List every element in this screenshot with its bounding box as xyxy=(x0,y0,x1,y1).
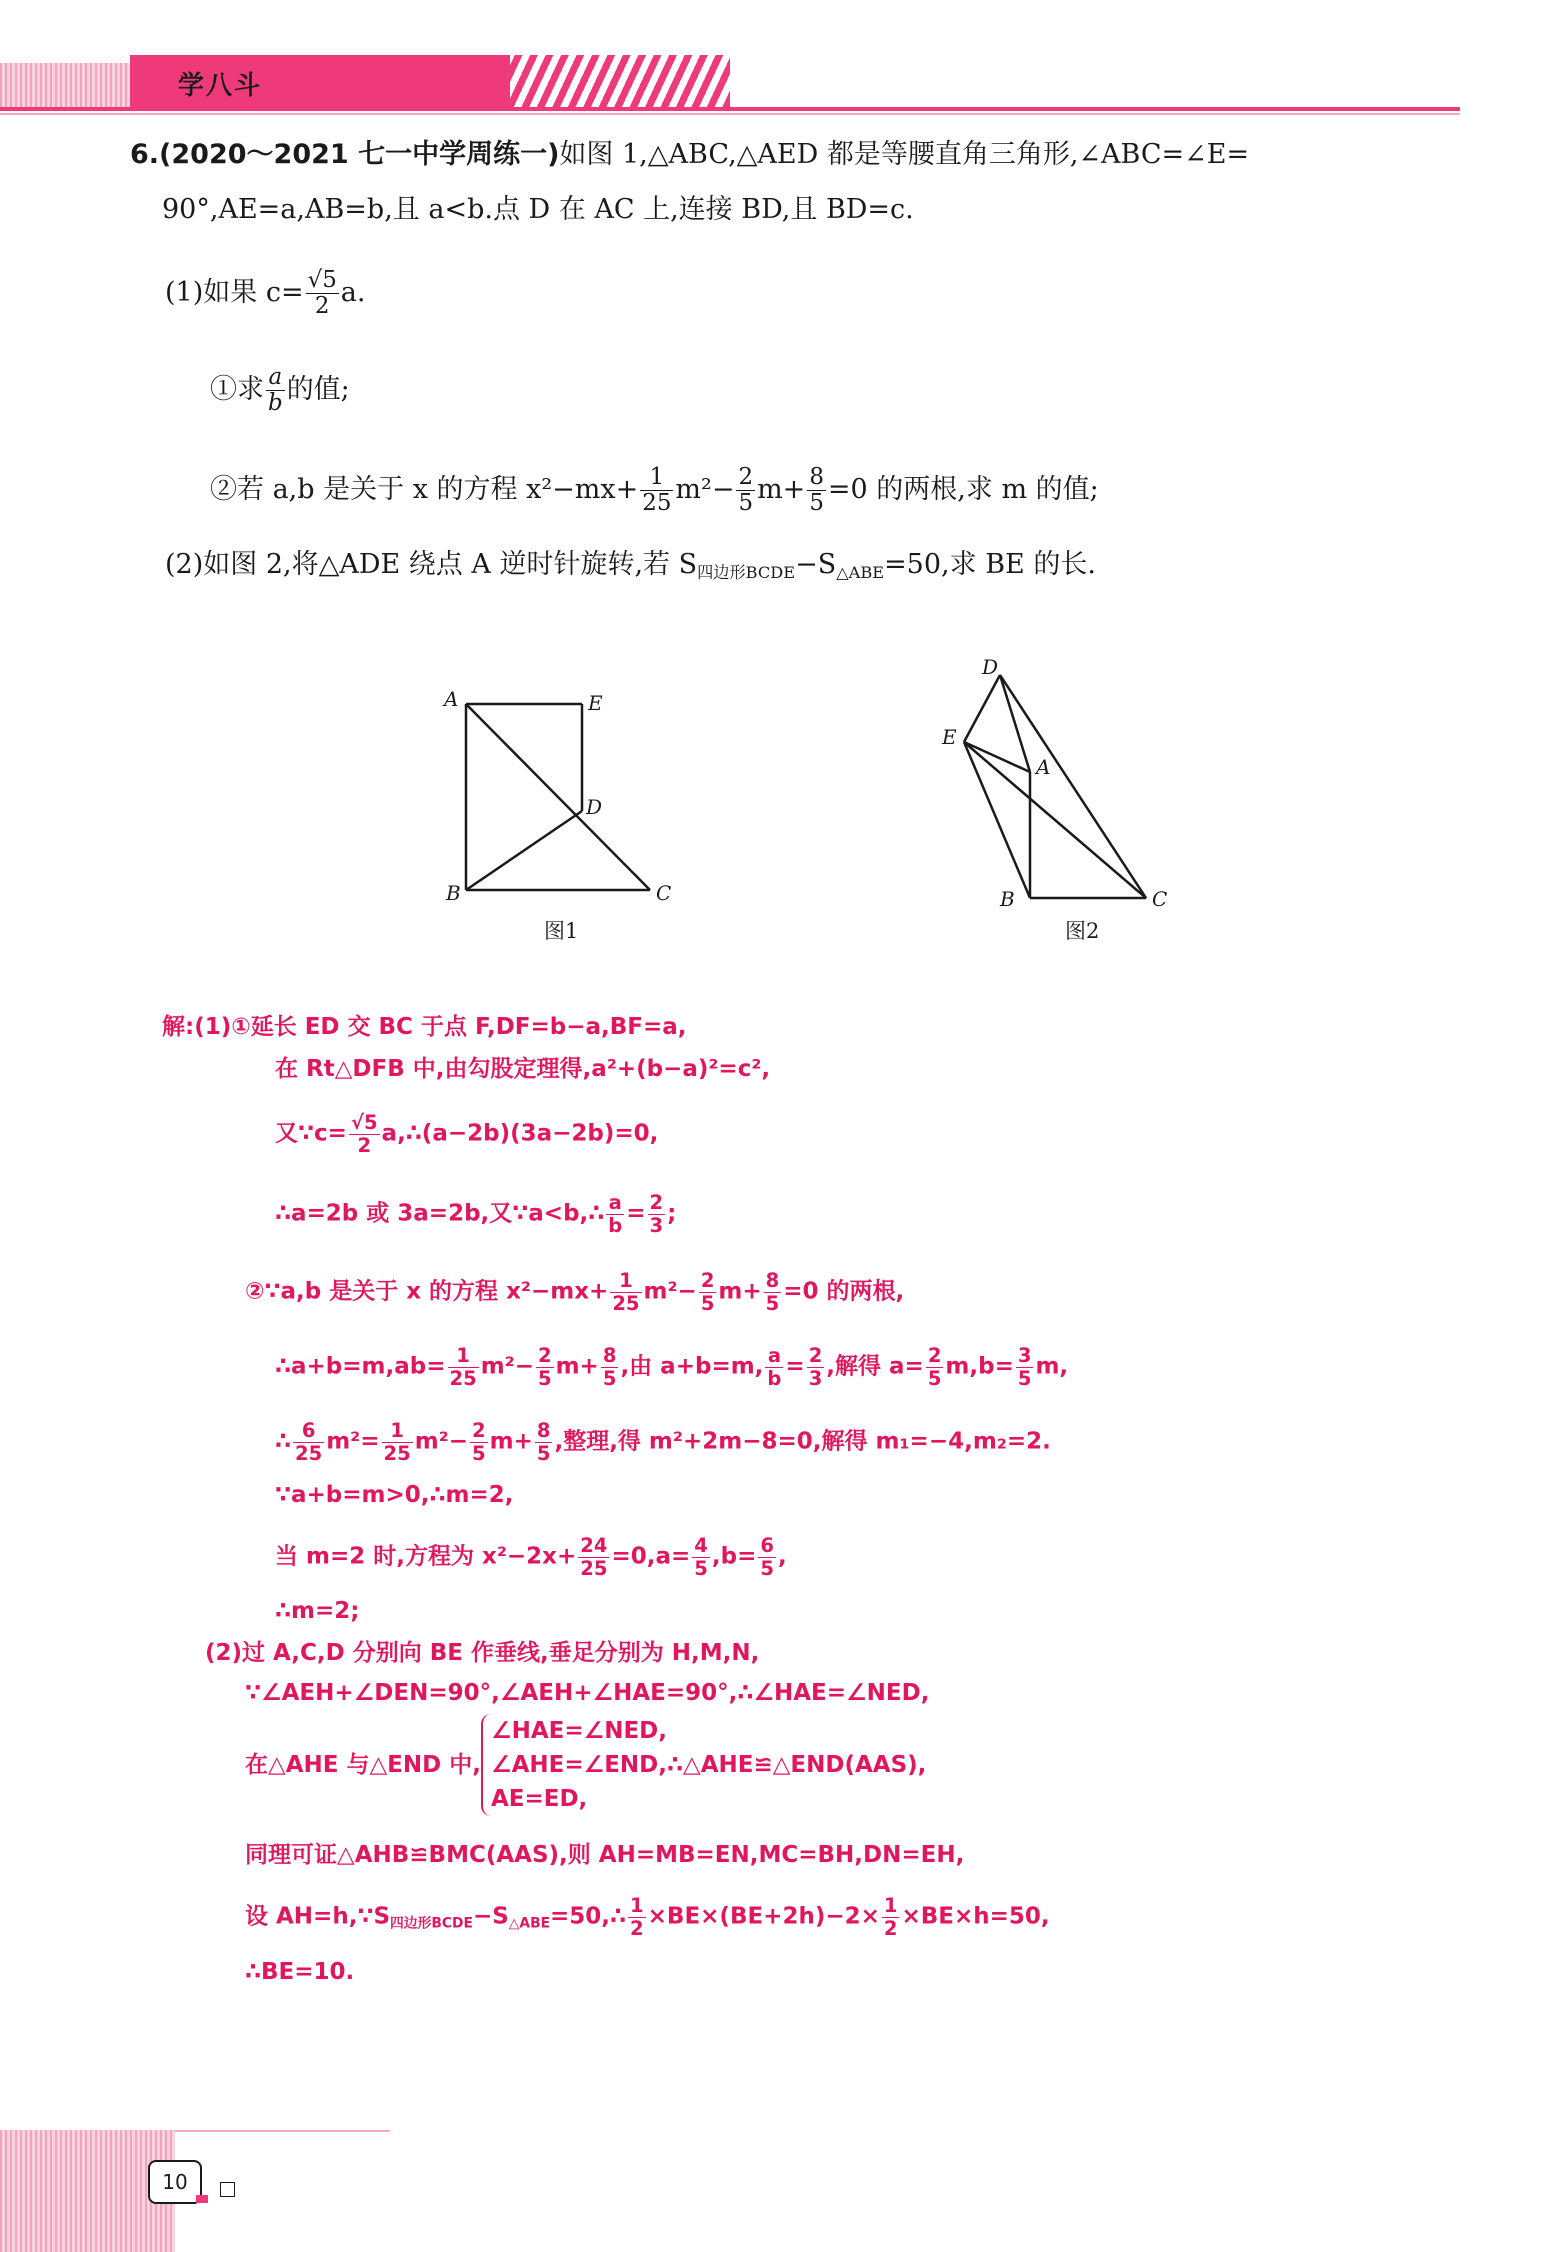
problem-source: (2020～2021 七一中学周练一) xyxy=(159,139,560,170)
solution-line-10: ∴m=2; xyxy=(275,1598,360,1624)
label-A: A xyxy=(1036,755,1051,779)
part-1a: ①求 $\frac{a}{b}$ 的值; xyxy=(210,364,350,417)
header-rule-thin xyxy=(0,113,1460,115)
solution-line-16: ∴BE=10. xyxy=(245,1959,355,1985)
label-E: E xyxy=(942,725,957,749)
figure-1 xyxy=(440,680,700,940)
label-B: B xyxy=(446,881,461,905)
figure-2 xyxy=(930,650,1190,910)
solution-line-12: ∵∠AEH+∠DEN=90°,∠AEH+∠HAE=90°,∴∠HAE=∠NED, xyxy=(245,1680,930,1706)
solution-line-3: 又∵c= $\frac{√5}{2}$ a,∴(a−2b)(3a−2b)=0, xyxy=(275,1111,659,1157)
solution-line-1: 解:(1)①延长 ED 交 BC 于点 F,DF=b−a,BF=a, xyxy=(162,1014,687,1040)
fraction: $\frac{a}{b}$ xyxy=(268,364,283,417)
label-B: B xyxy=(1000,887,1015,910)
solution-line-2: 在 Rt△DFB 中,由勾股定理得,a²+(b−a)²=c², xyxy=(275,1056,771,1082)
problem-line-1 xyxy=(130,135,1249,175)
solution-line-7: ∴ $\frac{6}{25}$ m²= $\frac{1}{25}$ m²− $\frac{2}{5}$ m+ $\frac{8}{5}$ ,整理,得 m²+2m−8=0,解得 m₁=−4,m₂=2. xyxy=(275,1419,1051,1465)
problem-number: 6. xyxy=(130,139,160,170)
header-pattern xyxy=(0,63,130,107)
problem-statement: 如图 1,△ABC,△AED 都是等腰直角三角形,∠ABC=∠E= xyxy=(559,139,1250,170)
footer-square-icon xyxy=(220,2182,235,2197)
solution-line-6: ∴a+b=m,ab= $\frac{1}{25}$ m²− $\frac{2}{5}$ m+ $\frac{8}{5}$ ,由 a+b=m, $\frac{a}{b}$ = $\frac{2}{3}$ ,解得 a= $\frac{2}{5}$ m,b= $\frac{3}{5}$ m, xyxy=(275,1344,1069,1390)
problem-line-2: 90°,AE=a,AB=b,且 a<b.点 D 在 AC 上,连接 BD,且 BD=c. xyxy=(162,194,914,225)
label-E: E xyxy=(588,691,603,715)
header-stripes xyxy=(510,55,730,107)
header-rule xyxy=(0,107,1460,111)
solution-line-9: 当 m=2 时,方程为 x²−2x+ $\frac{24}{25}$ =0,a= $\frac{4}{5}$ ,b= $\frac{6}{5}$ , xyxy=(275,1534,787,1580)
solution-line-15: 设 $AH=h,\because S_{四边形BCDE}-S_{\triangle ABE}=50,\therefore$ $\frac{1}{2}$ ×BE×(BE+2h)−2× $\frac{1}{2}$ ×BE×h=50, xyxy=(245,1894,1050,1940)
part-1: (1)如果 c= $\frac{√5}{2}$ a. xyxy=(165,267,366,320)
part-1b: ②若 a,b 是关于 x 的方程 x²−mx+ $\frac{1}{25}$ m²− $\frac{2}{5}$ m+ $\frac{8}{5}$ =0 的两根,求 m 的值; xyxy=(210,464,1099,517)
label-D: D xyxy=(586,795,603,819)
figure-2-caption: 图2 xyxy=(1065,919,1100,943)
solution-line-8: ∵a+b=m>0,∴m=2, xyxy=(275,1482,514,1508)
label-A: A xyxy=(444,687,459,711)
fraction: $\frac{√5}{2}$ xyxy=(307,267,337,320)
solution-line-4: ∴a=2b 或 3a=2b,又∵a<b,∴ $\frac{a}{b}$ = $\frac{2}{3}$ ; xyxy=(275,1191,677,1237)
header-title: 学八斗 xyxy=(178,71,263,101)
page-header xyxy=(0,55,1460,115)
page-number: 10 xyxy=(148,2160,202,2204)
solution-line-13: 在△AHE 与△END 中, ∠HAE=∠NED, ∠AHE=∠END,∴△AHE≌△END(AAS), AE=ED, xyxy=(245,1714,926,1816)
brace-system: ∠HAE=∠NED, ∠AHE=∠END,∴△AHE≌△END(AAS), AE=ED, xyxy=(481,1714,926,1816)
page-number-accent xyxy=(196,2195,208,2203)
footer-rule xyxy=(175,2130,390,2132)
label-D: D xyxy=(982,655,999,679)
solution-line-14: 同理可证△AHB≌BMC(AAS),则 AH=MB=EN,MC=BH,DN=EH, xyxy=(245,1842,965,1868)
solution-line-11: (2)过 A,C,D 分别向 BE 作垂线,垂足分别为 H,M,N, xyxy=(205,1640,760,1666)
figure-1-caption: 图1 xyxy=(544,919,579,943)
solution-line-5: ②∵a,b 是关于 x 的方程 x²−mx+ $\frac{1}{25}$ m²− $\frac{2}{5}$ m+ $\frac{8}{5}$ =0 的两根, xyxy=(245,1269,905,1315)
label-C: C xyxy=(1152,887,1168,910)
label-C: C xyxy=(656,881,672,905)
part-2: (2)如图 2,将△ADE 绕点 A 逆时针旋转,若 $S_{四边形BCDE}-S_{\triangle ABE}=50$,求 BE 的长. xyxy=(165,549,1096,582)
